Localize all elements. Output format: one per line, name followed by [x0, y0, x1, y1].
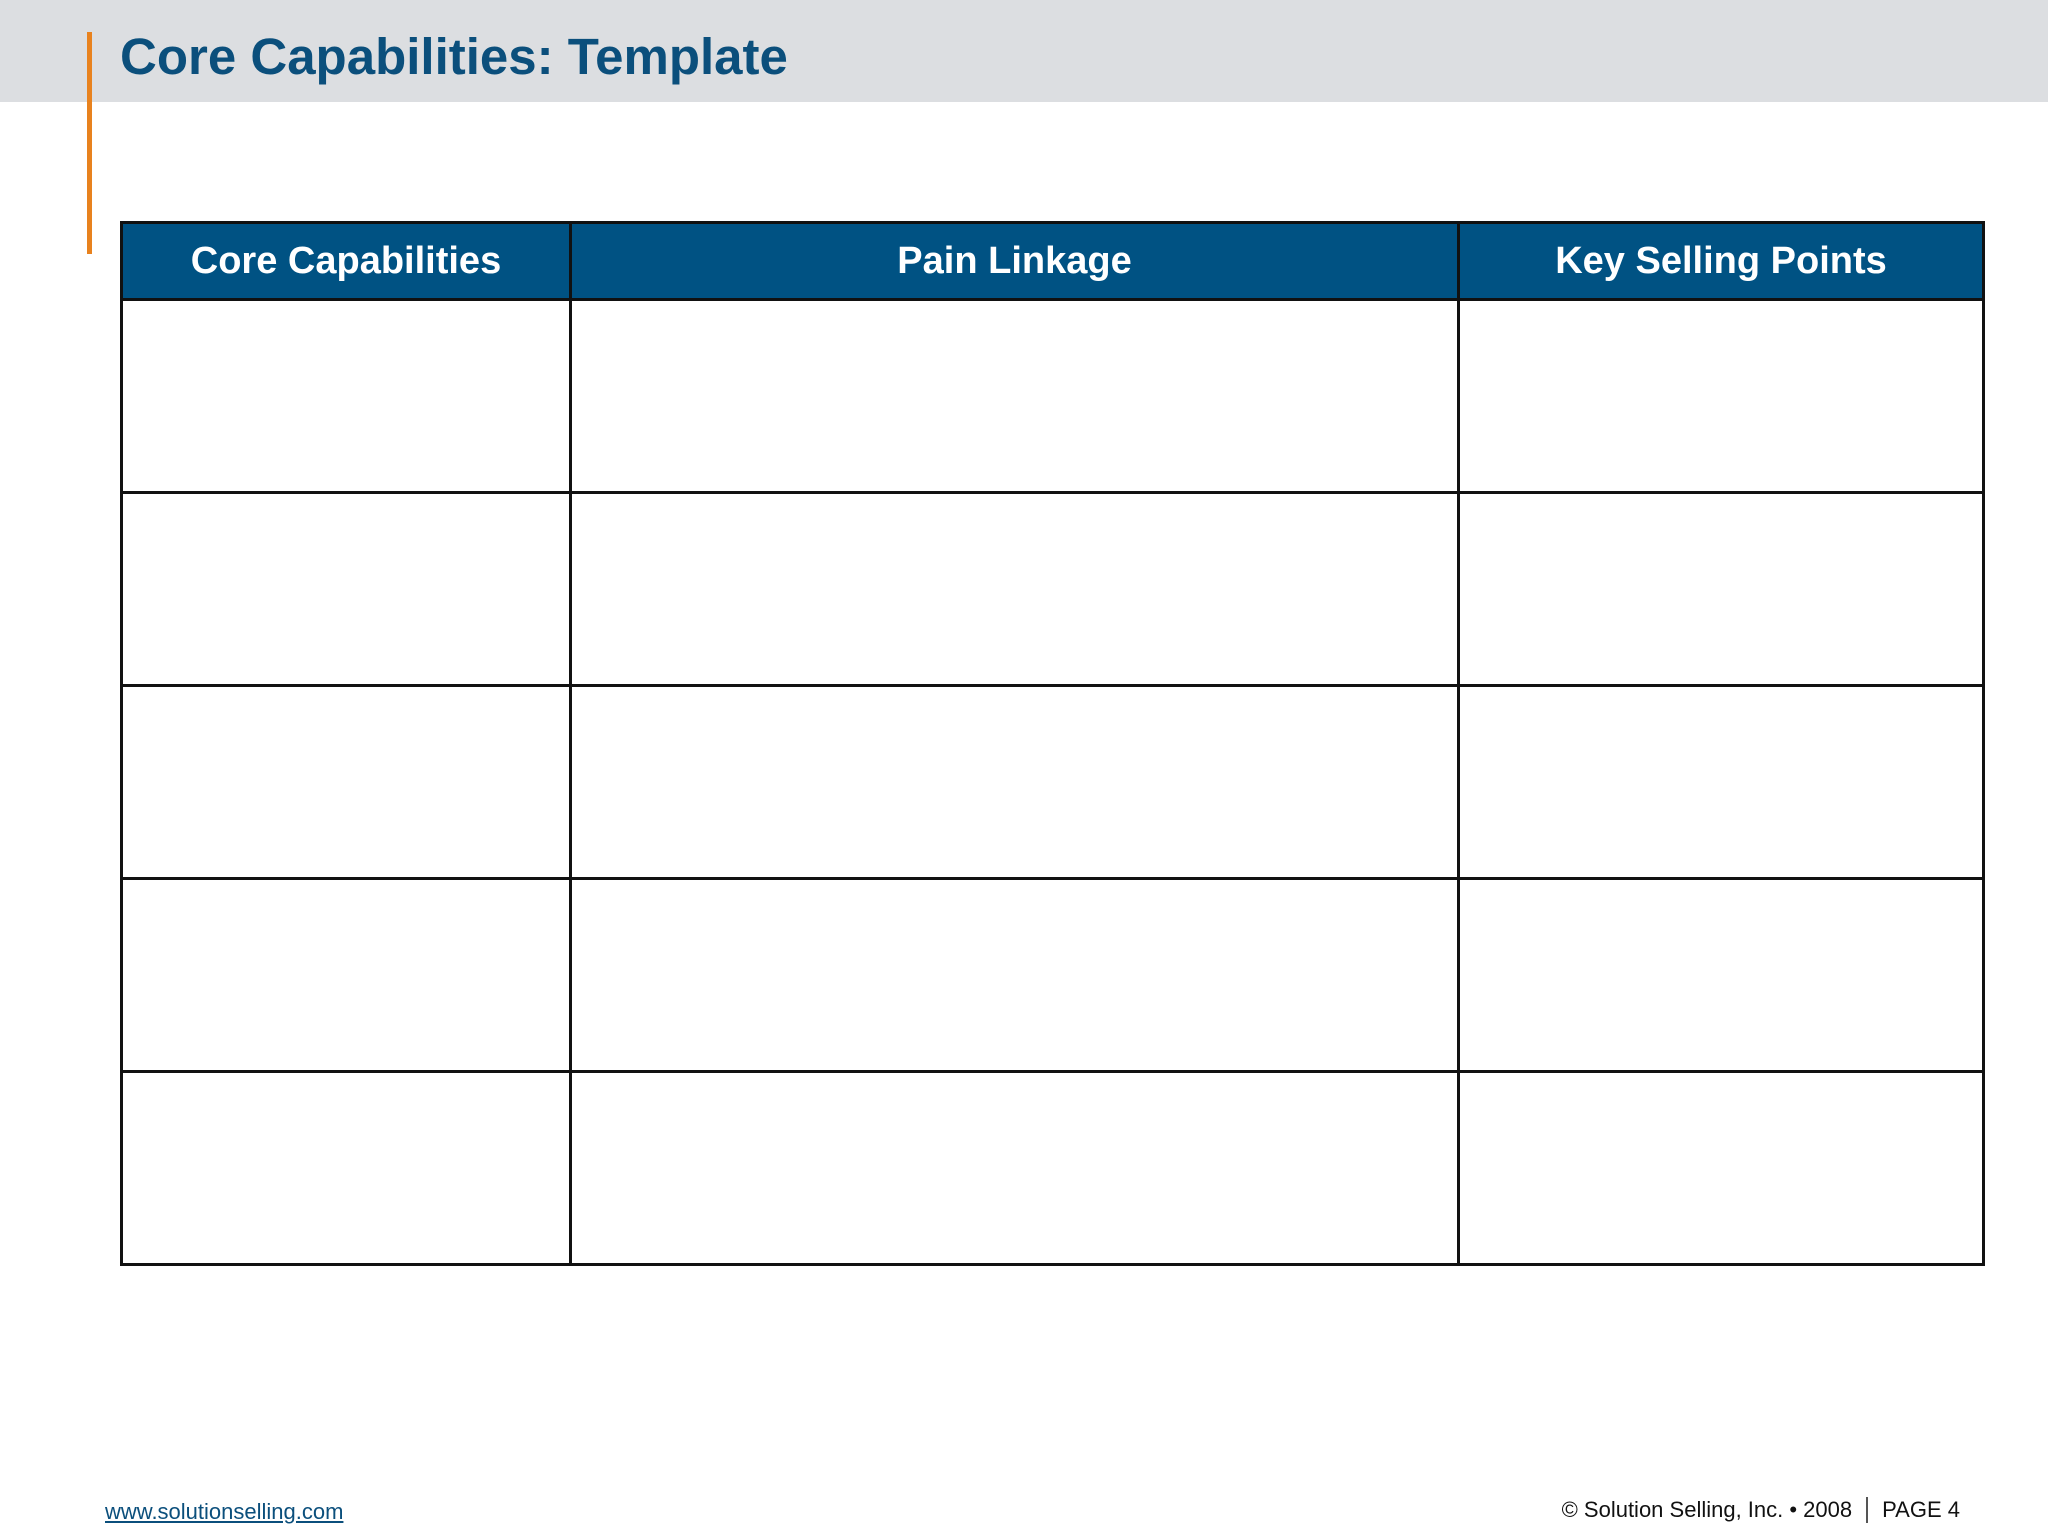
page-number: PAGE 4: [1882, 1497, 1960, 1522]
key-selling-points-cell[interactable]: [1459, 493, 1984, 686]
website-link[interactable]: www.solutionselling.com: [105, 1499, 344, 1524]
pain-linkage-cell[interactable]: [571, 493, 1459, 686]
table-header-row: [122, 223, 1984, 300]
core-capability-cell[interactable]: [122, 1072, 571, 1265]
pain-linkage-cell[interactable]: [571, 879, 1459, 1072]
table-row: [122, 1072, 1984, 1265]
table-row: [122, 493, 1984, 686]
orange-accent-line: [87, 32, 92, 254]
pain-linkage-cell[interactable]: [571, 1072, 1459, 1265]
core-capability-cell[interactable]: [122, 493, 571, 686]
pain-linkage-cell[interactable]: [571, 300, 1459, 493]
pain-linkage-cell[interactable]: [571, 686, 1459, 879]
footer-divider: [1866, 1497, 1868, 1523]
core-capability-cell[interactable]: [122, 300, 571, 493]
header-core-capabilities: Core Capabilities: [122, 223, 571, 300]
key-selling-points-cell[interactable]: [1459, 1072, 1984, 1265]
core-capability-cell[interactable]: [122, 686, 571, 879]
core-capability-cell[interactable]: [122, 879, 571, 1072]
capabilities-table: [120, 221, 1985, 1266]
header-pain-linkage: Pain Linkage: [571, 223, 1459, 300]
key-selling-points-cell[interactable]: [1459, 300, 1984, 493]
footer-info: [1562, 1497, 1960, 1523]
slide-title: Core Capabilities: Template: [120, 28, 788, 85]
copyright-text: © Solution Selling, Inc. • 2008: [1561, 1497, 1853, 1522]
table-row: [122, 879, 1984, 1072]
key-selling-points-cell[interactable]: [1459, 879, 1984, 1072]
key-selling-points-cell[interactable]: [1459, 686, 1984, 879]
table-row: [122, 300, 1984, 493]
header-key-selling-points: Key Selling Points: [1459, 223, 1984, 300]
table-row: [122, 686, 1984, 879]
